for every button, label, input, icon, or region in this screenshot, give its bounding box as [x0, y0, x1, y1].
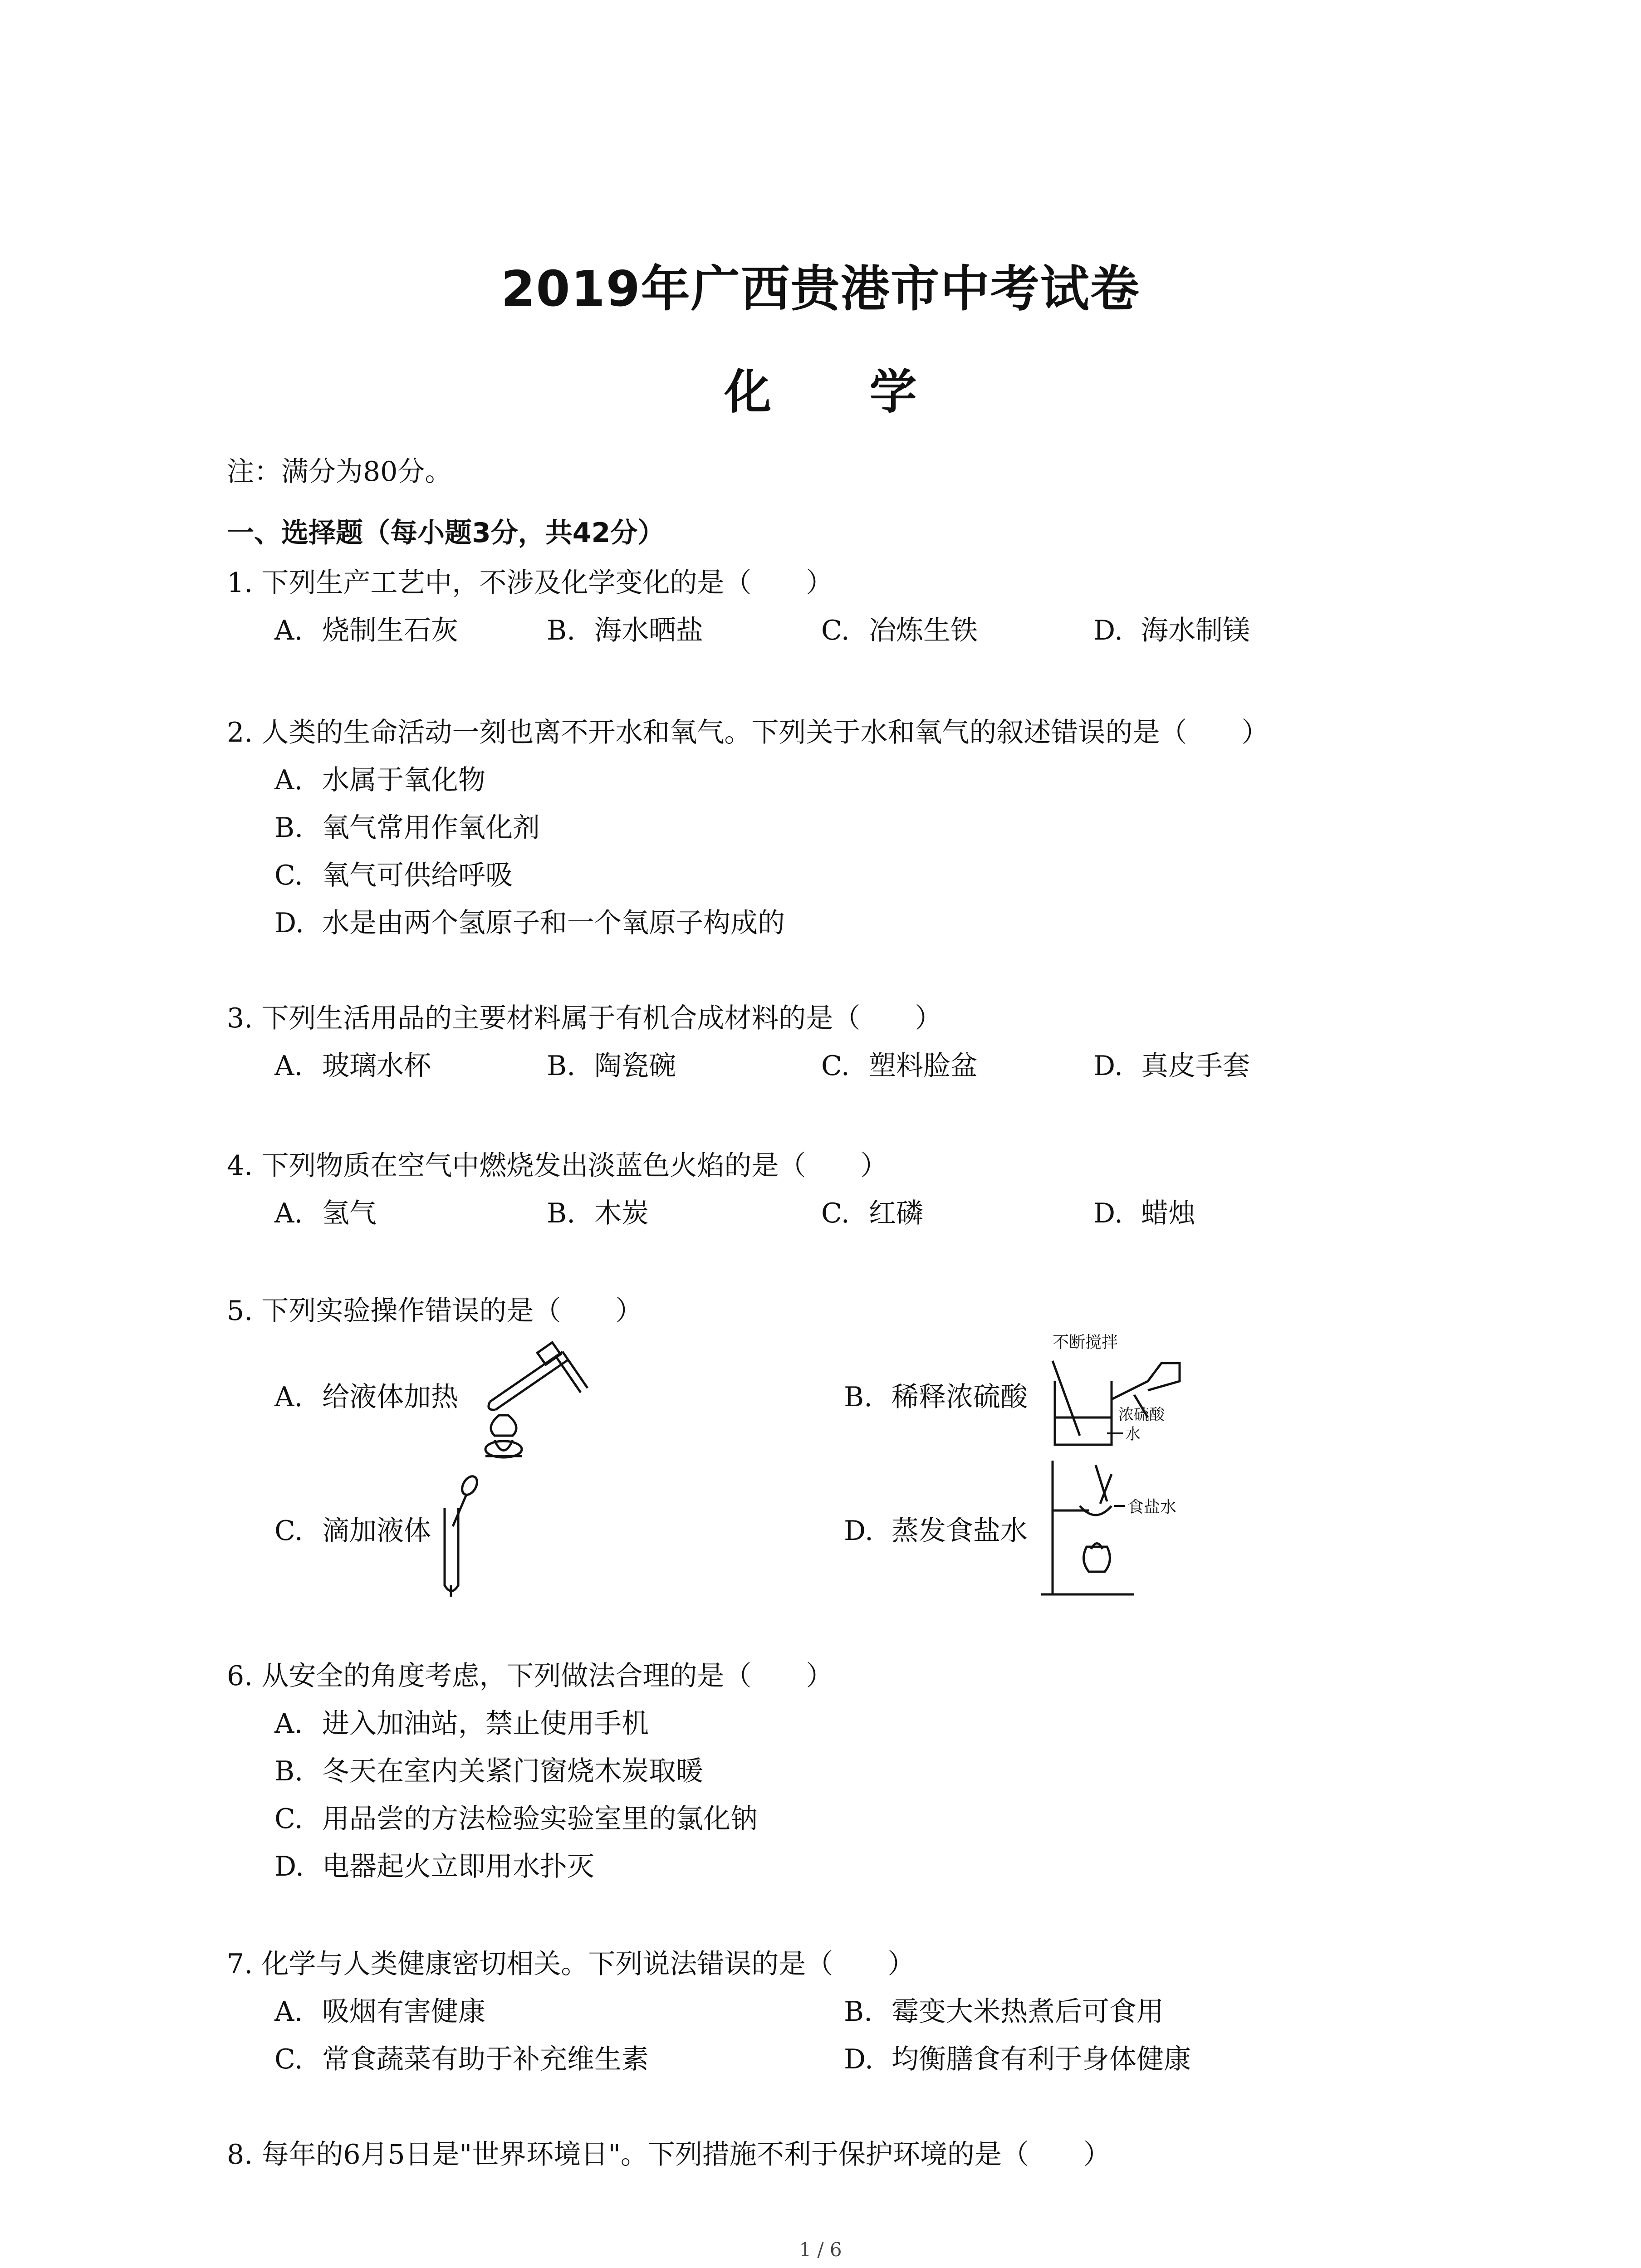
- q4-option-a: A. 氢气: [274, 1198, 377, 1229]
- q1-option-a: A. 烧制生石灰: [274, 615, 458, 646]
- salt-water-label: 食盐水: [1127, 1498, 1177, 1516]
- q2-option-d: D. 水是由两个氢原子和一个氧原子构成的: [274, 907, 785, 939]
- q2-option-c: C. 氧气可供给呼吸: [274, 860, 513, 891]
- q4-option-d: D. 蜡烛: [1093, 1198, 1195, 1229]
- q4-option-b: B. 木炭: [547, 1198, 649, 1229]
- question-8-stem: 8. 每年的6月5日是"世界环境日"。下列措施不利于保护环境的是（ ）: [227, 2139, 1111, 2170]
- acid-label: 浓硫酸: [1118, 1406, 1165, 1424]
- q6-option-b: B. 冬天在室内关紧门窗烧木炭取暖: [274, 1755, 703, 1787]
- page-number: 1 / 6: [799, 2239, 842, 2261]
- q2-option-a: A. 水属于氧化物: [274, 764, 485, 796]
- q3-option-d: D. 真皮手套: [1093, 1050, 1250, 1082]
- q6-option-c: C. 用品尝的方法检验实验室里的氯化钠: [274, 1803, 758, 1835]
- dilute-acid-figure: [1043, 1331, 1189, 1467]
- water-label: 水: [1125, 1425, 1141, 1443]
- evaporation-figure: [1039, 1456, 1193, 1601]
- dropping-liquid-figure: [431, 1472, 485, 1599]
- q7-option-b: B. 霉变大米热煮后可食用: [844, 1996, 1164, 2028]
- heating-liquid-figure: [472, 1338, 590, 1465]
- q5-option-b: B. 稀释浓硫酸: [844, 1381, 1028, 1413]
- q4-option-c: C. 红磷: [821, 1198, 923, 1229]
- q5-option-d: D. 蒸发食盐水: [844, 1515, 1028, 1547]
- question-7-stem: 7. 化学与人类健康密切相关。下列说法错误的是（ ）: [227, 1948, 915, 1980]
- question-2-stem: 2. 人类的生命活动一刻也离不开水和氧气。下列关于水和氧气的叙述错误的是（ ）: [227, 717, 1269, 748]
- q3-option-a: A. 玻璃水杯: [274, 1050, 431, 1082]
- q5-option-c: C. 滴加液体: [274, 1515, 431, 1547]
- q3-option-b: B. 陶瓷碗: [547, 1050, 676, 1082]
- q5-option-a: A. 给液体加热: [274, 1381, 458, 1413]
- question-1-stem: 1. 下列生产工艺中，不涉及化学变化的是（ ）: [227, 567, 833, 599]
- question-6-stem: 6. 从安全的角度考虑，下列做法合理的是（ ）: [227, 1660, 833, 1692]
- exam-title: 2019年广西贵港市中考试卷: [501, 261, 1140, 318]
- question-3-stem: 3. 下列生活用品的主要材料属于有机合成材料的是（ ）: [227, 1002, 942, 1034]
- q2-option-b: B. 氧气常用作氧化剂: [274, 812, 540, 844]
- stir-label: 不断搅拌: [1053, 1333, 1118, 1352]
- q1-option-b: B. 海水晒盐: [547, 615, 703, 646]
- q7-option-a: A. 吸烟有害健康: [274, 1996, 485, 2028]
- q7-option-c: C. 常食蔬菜有助于补充维生素: [274, 2043, 649, 2075]
- q6-option-d: D. 电器起火立即用水扑灭: [274, 1851, 594, 1882]
- question-5-stem: 5. 下列实验操作错误的是（ ）: [227, 1295, 643, 1327]
- q6-option-a: A. 进入加油站，禁止使用手机: [274, 1708, 649, 1740]
- score-note: 注：满分为80分。: [227, 456, 452, 488]
- q1-option-d: D. 海水制镁: [1093, 615, 1250, 646]
- q3-option-c: C. 塑料脸盆: [821, 1050, 978, 1082]
- q1-option-c: C. 冶炼生铁: [821, 615, 978, 646]
- q7-option-d: D. 均衡膳食有利于身体健康: [844, 2043, 1191, 2075]
- question-4-stem: 4. 下列物质在空气中燃烧发出淡蓝色火焰的是（ ）: [227, 1150, 888, 1182]
- exam-subject: 化 学: [724, 364, 958, 420]
- section-heading: 一、选择题（每小题3分，共42分）: [227, 517, 665, 549]
